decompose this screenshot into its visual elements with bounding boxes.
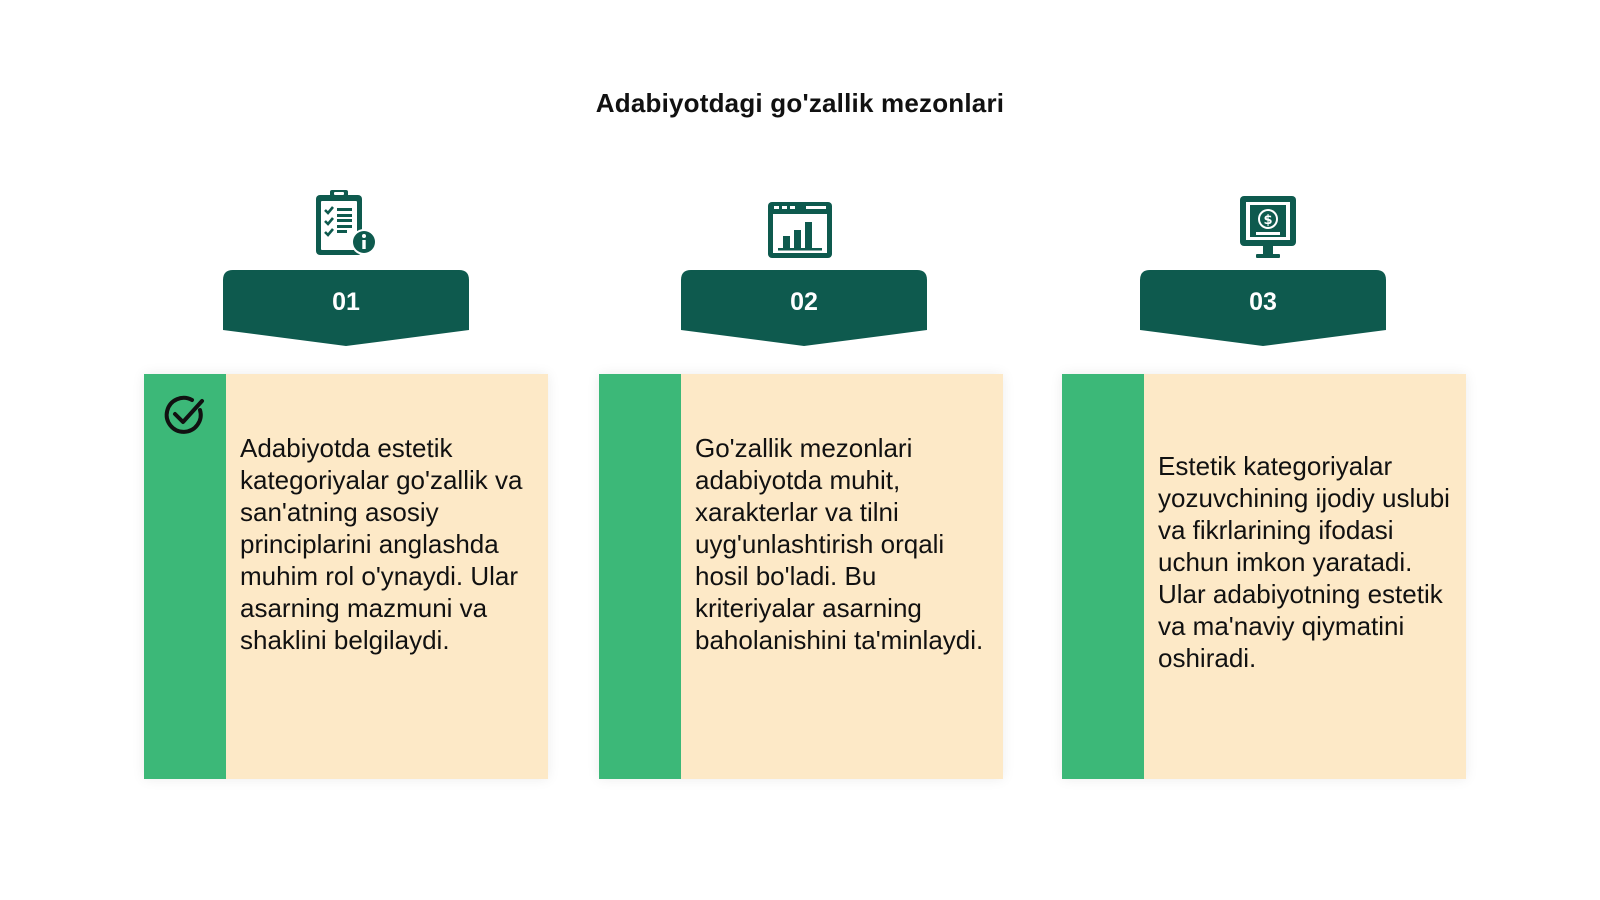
- check-circle-icon: [162, 392, 208, 438]
- card-accent-strip: [1062, 374, 1144, 779]
- card-text: Adabiyotda estetik kategoriyalar go'zallik va san'atning asosiy principlarini anglashda muhim rol o'ynaydi. Ular asarning mazmuni va shaklini belgilaydi.: [240, 433, 523, 655]
- monitor-dollar-icon: [1232, 192, 1304, 264]
- card-accent-strip: [144, 374, 226, 779]
- svg-text:$: $: [1263, 213, 1273, 228]
- step-number: 03: [1249, 288, 1277, 316]
- bar-chart-window-icon: [764, 194, 836, 266]
- step-number: 01: [332, 288, 360, 316]
- card-text: Go'zallik mezonlari adabiyotda muhit, xarakterlar va tilni uyg'unlashtirish orqali hosil bo'ladi. Bu kriteriyalar asarning baholanishini ta'minlaydi.: [695, 433, 984, 655]
- step-number: 02: [790, 288, 818, 316]
- step-badge-2: [681, 270, 927, 350]
- step-card-1: [144, 374, 548, 779]
- clipboard-checklist-info-icon: [310, 188, 382, 260]
- page-title: Adabiyotdagi go'zallik mezonlari: [595, 88, 1005, 118]
- step-badge-1: [223, 270, 469, 350]
- step-card-3: [1062, 374, 1466, 779]
- card-text: Estetik kategoriyalar yozuvchining ijodiy uslubi va fikrlarining ifodasi uchun imkon yaratadi. Ular adabiyotning estetik va ma'naviy qiymatini oshiradi.: [1158, 451, 1450, 673]
- step-badge-3: [1140, 270, 1386, 350]
- card-accent-strip: [599, 374, 681, 779]
- step-card-2: [599, 374, 1003, 779]
